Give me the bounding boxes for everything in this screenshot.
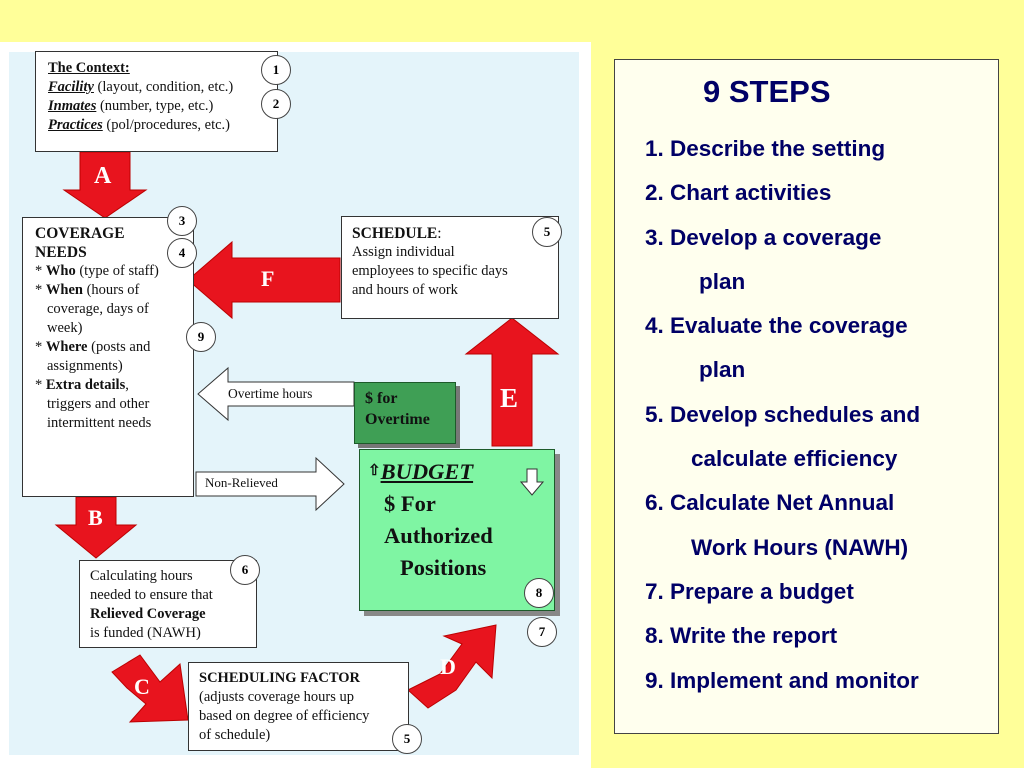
arrow-f-label: F [261, 266, 275, 291]
non-relieved-label: Non-Relieved [205, 475, 278, 490]
schedule-title: SCHEDULE [352, 225, 438, 242]
arrow-a-label: A [94, 163, 112, 189]
coverage-when-line3: week) [47, 320, 83, 336]
relieved-line3: Relieved Coverage [90, 606, 206, 622]
step-5-cont: calculate efficiency [691, 446, 898, 472]
step-circle-8: 8 [524, 578, 554, 608]
bullet: * [35, 377, 46, 393]
step-3-cont: plan [699, 268, 746, 294]
schedule-line2: employees to specific days [352, 263, 508, 279]
budget-up-icon: ⇧ [368, 463, 381, 479]
coverage-where-text: (posts and [87, 339, 151, 355]
step-6-cont: Work Hours (NAWH) [691, 534, 909, 560]
arrow-b-label: B [88, 505, 103, 530]
overtime-line2: Overtime [365, 411, 430, 428]
relieved-line1: Calculating hours [90, 568, 193, 584]
context-inmates-label: Inmates [48, 98, 97, 114]
step-8: 8. Write the report [645, 623, 838, 649]
arrow-e [466, 318, 558, 446]
context-inmates-text: (number, type, etc.) [96, 98, 214, 114]
budget-line2: Authorized [384, 523, 493, 548]
step-circle-7: 7 [527, 617, 557, 647]
context-facility-label: Facility [48, 79, 94, 95]
step-6: 6. Calculate Net Annual [645, 490, 895, 516]
step-circle-3: 3 [167, 206, 197, 236]
schedule-colon: : [437, 225, 442, 242]
factor-line2: based on degree of efficiency [199, 708, 370, 724]
budget-title: BUDGET [380, 459, 474, 484]
coverage-when-line2: coverage, days of [47, 301, 149, 317]
context-facility-text: (layout, condition, etc.) [93, 79, 234, 95]
arrow-c-label: C [134, 674, 150, 699]
scheduling-factor-box [188, 662, 409, 751]
bullet: * [35, 263, 46, 279]
coverage-when-text: (hours of [82, 282, 140, 298]
arrow-e-label: E [500, 383, 519, 413]
factor-line1: (adjusts coverage hours up [199, 689, 355, 705]
step-2: 2. Chart activities [645, 180, 832, 206]
steps-list [645, 127, 920, 703]
step-circle-6: 6 [230, 555, 260, 585]
overtime-hours-label: Overtime hours [228, 386, 313, 401]
step-circle-5-factor: 5 [392, 724, 422, 754]
factor-line3: of schedule) [199, 727, 271, 743]
context-title: The Context: [48, 60, 130, 76]
bullet: * [35, 282, 46, 298]
coverage-title-1: COVERAGE [35, 225, 125, 242]
overtime-line1: $ for [365, 390, 398, 407]
coverage-where-label: Where [45, 339, 88, 355]
step-5: 5. Develop schedules and [645, 401, 921, 427]
coverage-extra-line2: triggers and other [47, 396, 150, 412]
schedule-line3: and hours of work [352, 282, 458, 298]
context-practices-text: (pol/procedures, etc.) [102, 117, 230, 133]
step-9: 9. Implement and monitor [645, 667, 919, 693]
factor-title: SCHEDULING FACTOR [199, 670, 361, 686]
step-circle-2: 2 [261, 89, 291, 119]
coverage-extra-text: , [125, 377, 129, 393]
coverage-title-2: NEEDS [35, 244, 87, 261]
schedule-line1: Assign individual [352, 244, 455, 260]
relieved-line2: needed to ensure that [90, 587, 213, 603]
coverage-extra-label: Extra details [45, 377, 126, 393]
step-4: 4. Evaluate the coverage [645, 313, 908, 339]
step-circle-4: 4 [167, 238, 197, 268]
context-practices-label: Practices [48, 117, 103, 133]
budget-line1: $ For [384, 491, 436, 516]
step-circle-1: 1 [261, 55, 291, 85]
step-7: 7. Prepare a budget [645, 578, 854, 604]
coverage-who-text: (type of staff) [75, 263, 159, 279]
step-1: 1. Describe the setting [645, 136, 886, 161]
coverage-when-label: When [45, 282, 83, 298]
coverage-who-label: Who [45, 263, 76, 279]
budget-line3: Positions [400, 555, 487, 580]
arrow-c [112, 655, 188, 722]
budget-down-arrow-icon [520, 468, 544, 496]
coverage-extra-line3: intermittent needs [47, 415, 152, 431]
overtime-budget-box [354, 382, 456, 444]
schedule-box [341, 216, 559, 319]
arrow-d-label: D [440, 654, 456, 679]
coverage-where-line2: assignments) [47, 358, 123, 374]
relieved-line4: is funded (NAWH) [90, 625, 201, 641]
step-4-cont: plan [699, 357, 746, 383]
step-circle-5-schedule: 5 [532, 217, 562, 247]
bullet: * [35, 339, 46, 355]
step-circle-9: 9 [186, 322, 216, 352]
step-3: 3. Develop a coverage [645, 224, 882, 250]
steps-panel [614, 59, 999, 734]
context-box [35, 51, 278, 152]
steps-heading: 9 STEPS [703, 74, 831, 109]
